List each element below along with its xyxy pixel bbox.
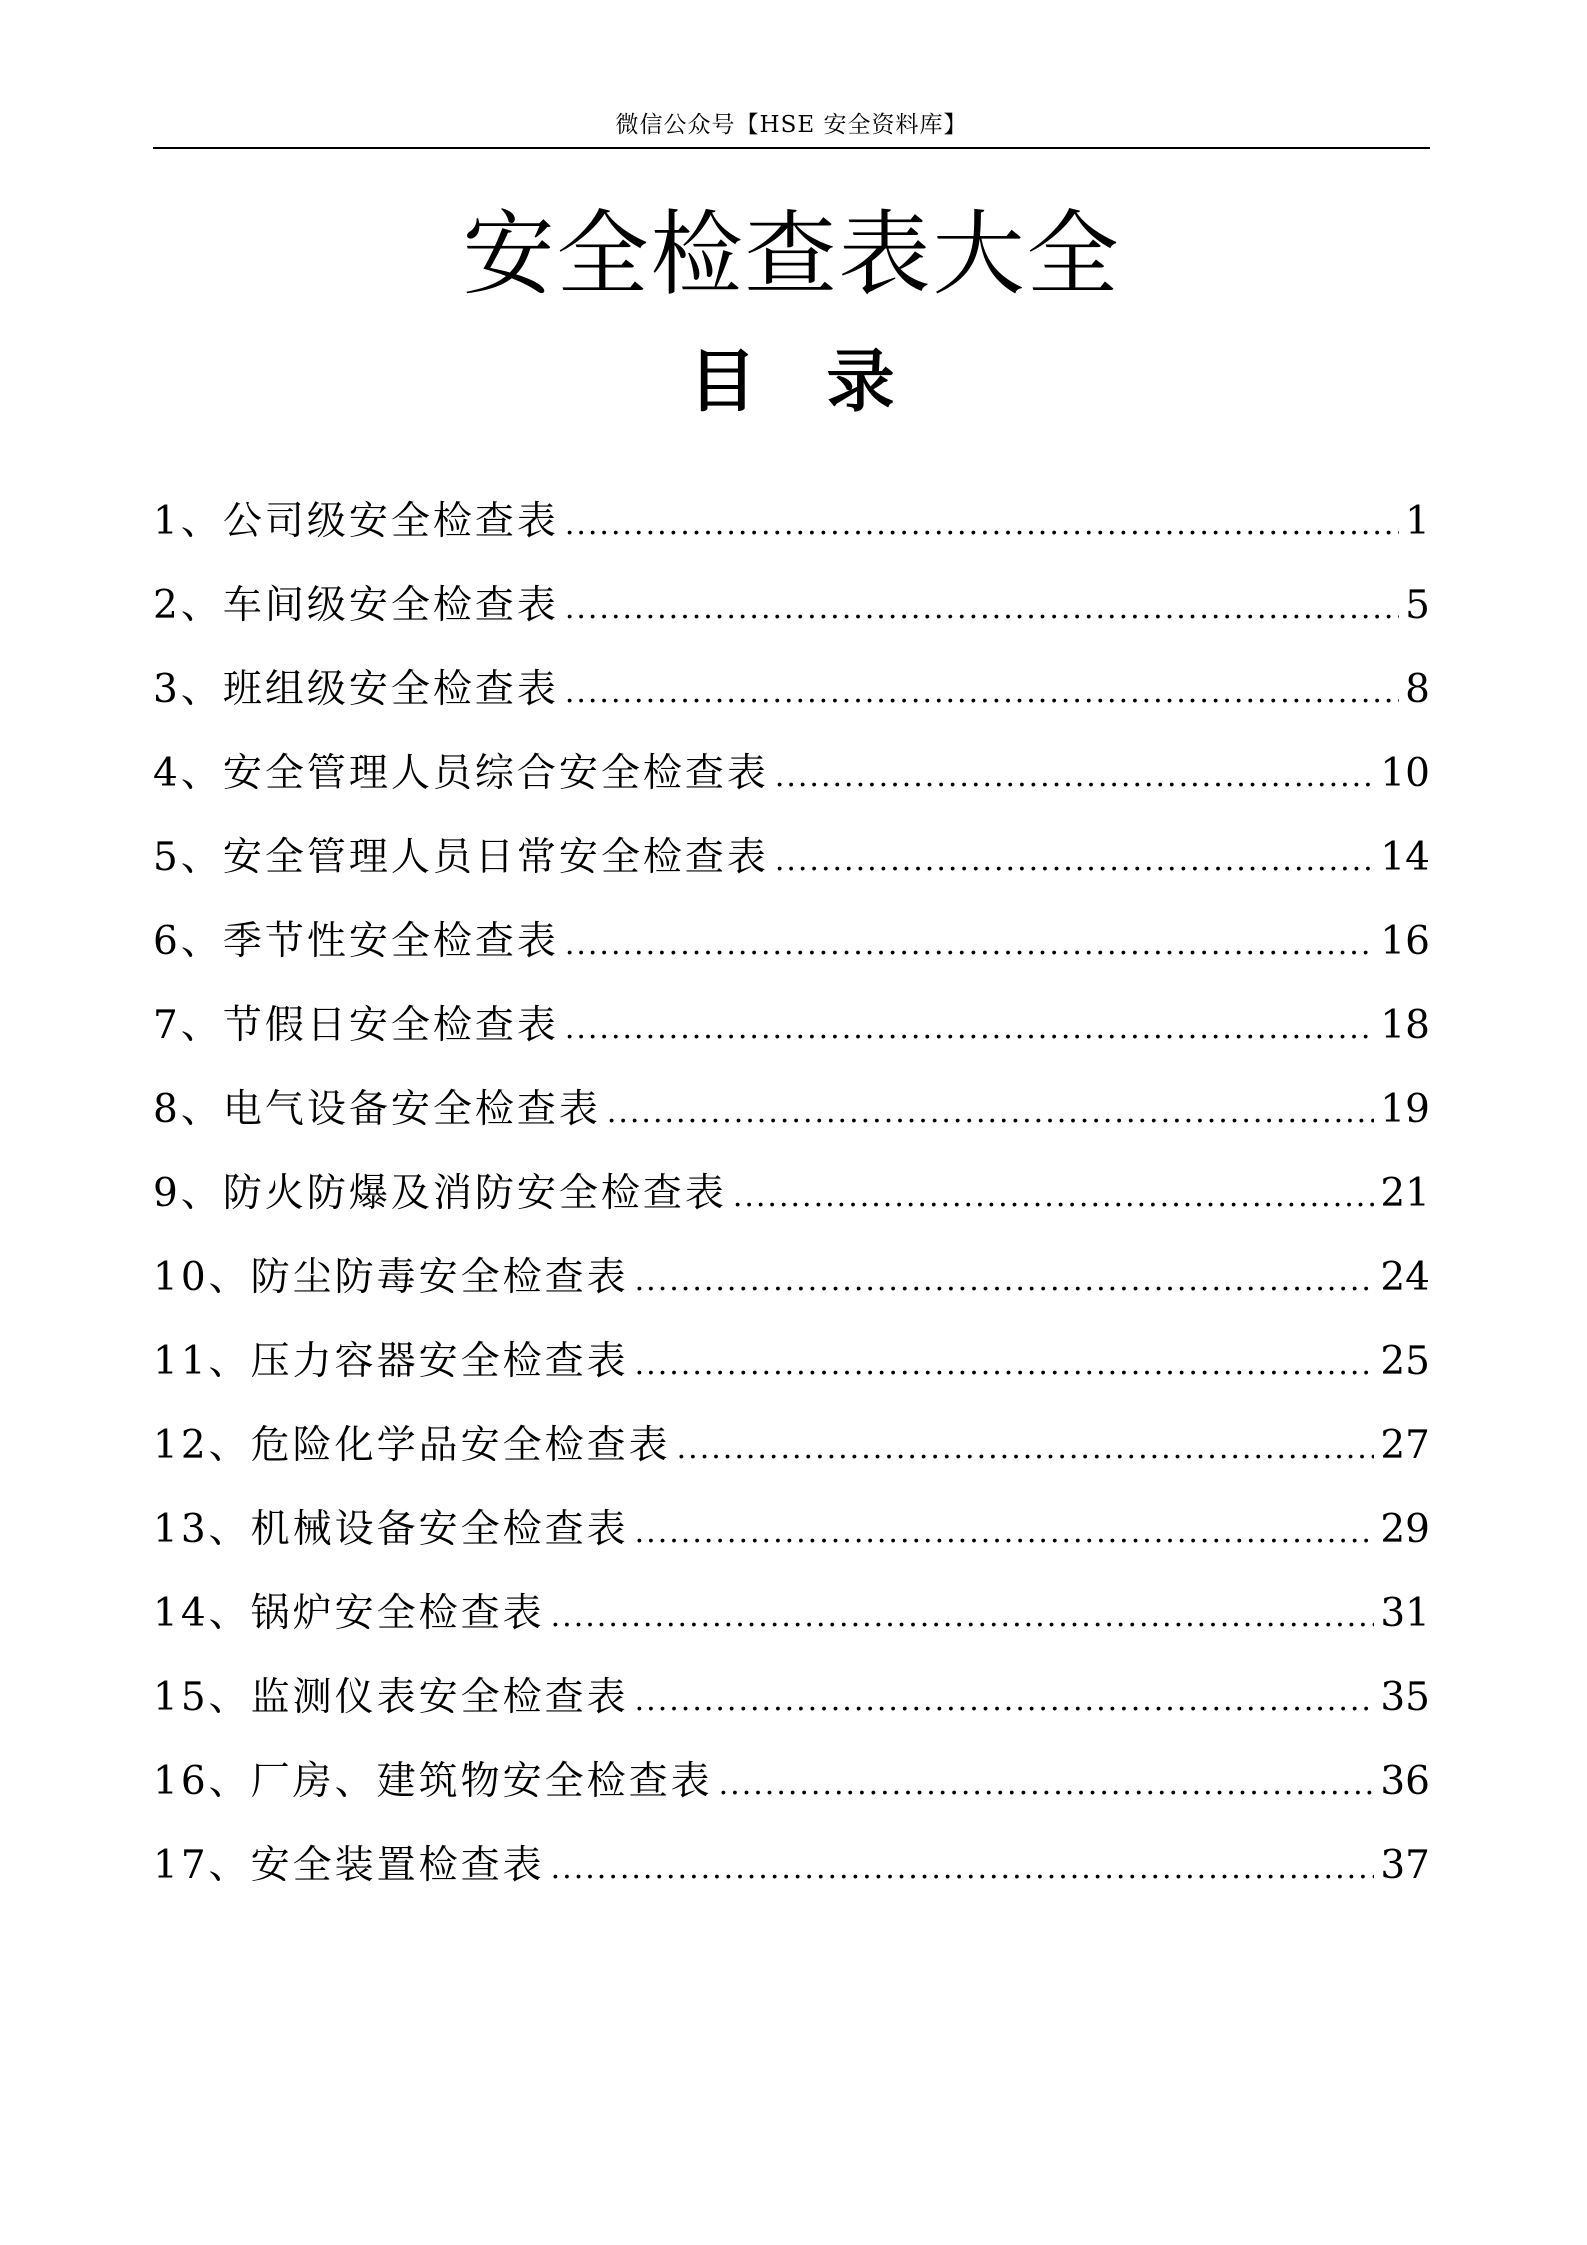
toc-entry[interactable]	[153, 1337, 1430, 1421]
toc-page-number: 24	[1380, 1255, 1430, 1300]
toc-entry-label: 1、公司级安全检查表	[153, 499, 559, 544]
toc-dot-leader	[635, 1508, 1375, 1558]
toc-dot-leader	[635, 1340, 1375, 1390]
toc-entry[interactable]	[153, 917, 1430, 1001]
toc-page-number: 5	[1405, 583, 1430, 628]
toc-page-number: 18	[1380, 1003, 1430, 1048]
toc-dot-leader	[565, 584, 1399, 634]
toc-dot-leader	[775, 752, 1375, 802]
toc-dot-leader	[775, 836, 1375, 886]
page-header: 微信公众号【HSE 安全资料库】	[615, 112, 968, 138]
table-of-contents	[153, 497, 1430, 1925]
toc-page-number: 31	[1380, 1591, 1430, 1636]
toc-entry[interactable]	[153, 665, 1430, 749]
toc-entry-label: 4、安全管理人员综合安全检查表	[153, 751, 769, 796]
toc-entry[interactable]	[153, 749, 1430, 833]
toc-entry[interactable]	[153, 1001, 1430, 1085]
toc-entry[interactable]	[153, 581, 1430, 665]
toc-dot-leader	[565, 668, 1399, 718]
toc-page-number: 16	[1380, 919, 1430, 964]
toc-entry-label: 13、机械设备安全检查表	[153, 1507, 629, 1552]
toc-entry-label: 14、锅炉安全检查表	[153, 1591, 545, 1636]
toc-entry-label: 6、季节性安全检查表	[153, 919, 559, 964]
toc-entry[interactable]	[153, 1757, 1430, 1841]
document-title: 安全检查表大全	[462, 201, 1121, 308]
toc-dot-leader	[677, 1424, 1375, 1474]
toc-page-number: 10	[1380, 751, 1430, 796]
toc-entry[interactable]	[153, 833, 1430, 917]
toc-entry-label: 10、防尘防毒安全检查表	[153, 1255, 629, 1300]
toc-entry-label: 9、防火防爆及消防安全检查表	[153, 1171, 727, 1216]
toc-entry[interactable]	[153, 1169, 1430, 1253]
toc-page-number: 21	[1380, 1171, 1430, 1216]
toc-entry-label: 17、安全装置检查表	[153, 1843, 545, 1888]
toc-entry-label: 16、厂房、建筑物安全检查表	[153, 1759, 713, 1804]
toc-dot-leader	[719, 1760, 1375, 1810]
toc-entry[interactable]	[153, 1589, 1430, 1673]
toc-page-number: 37	[1380, 1843, 1430, 1888]
toc-dot-leader	[607, 1088, 1375, 1138]
toc-dot-leader	[565, 920, 1375, 970]
toc-dot-leader	[635, 1256, 1375, 1306]
toc-entry[interactable]	[153, 1421, 1430, 1505]
toc-page-number: 14	[1380, 835, 1430, 880]
toc-entry-label: 2、车间级安全检查表	[153, 583, 559, 628]
toc-entry[interactable]	[153, 497, 1430, 581]
toc-dot-leader	[733, 1172, 1375, 1222]
toc-entry[interactable]	[153, 1673, 1430, 1757]
header-rule	[153, 147, 1430, 149]
toc-page-number: 1	[1405, 499, 1430, 544]
toc-entry-label: 5、安全管理人员日常安全检查表	[153, 835, 769, 880]
toc-entry-label: 8、电气设备安全检查表	[153, 1087, 601, 1132]
toc-page-number: 29	[1380, 1507, 1430, 1552]
toc-dot-leader	[565, 500, 1399, 550]
toc-dot-leader	[565, 1004, 1375, 1054]
toc-entry[interactable]	[153, 1253, 1430, 1337]
toc-page-number: 35	[1380, 1675, 1430, 1720]
toc-dot-leader	[551, 1592, 1375, 1642]
toc-page-number: 25	[1380, 1339, 1430, 1384]
toc-entry-label: 3、班组级安全检查表	[153, 667, 559, 712]
toc-entry[interactable]	[153, 1505, 1430, 1589]
toc-entry[interactable]	[153, 1085, 1430, 1169]
toc-entry-label: 15、监测仪表安全检查表	[153, 1675, 629, 1720]
toc-page-number: 36	[1380, 1759, 1430, 1804]
toc-heading: 目录	[688, 343, 965, 422]
toc-page-number: 8	[1405, 667, 1430, 712]
toc-entry[interactable]	[153, 1841, 1430, 1925]
toc-entry-label: 7、节假日安全检查表	[153, 1003, 559, 1048]
toc-page-number: 19	[1380, 1087, 1430, 1132]
toc-dot-leader	[635, 1676, 1375, 1726]
toc-entry-label: 12、危险化学品安全检查表	[153, 1423, 671, 1468]
toc-page-number: 27	[1380, 1423, 1430, 1468]
toc-dot-leader	[551, 1844, 1375, 1894]
toc-entry-label: 11、压力容器安全检查表	[153, 1339, 629, 1384]
